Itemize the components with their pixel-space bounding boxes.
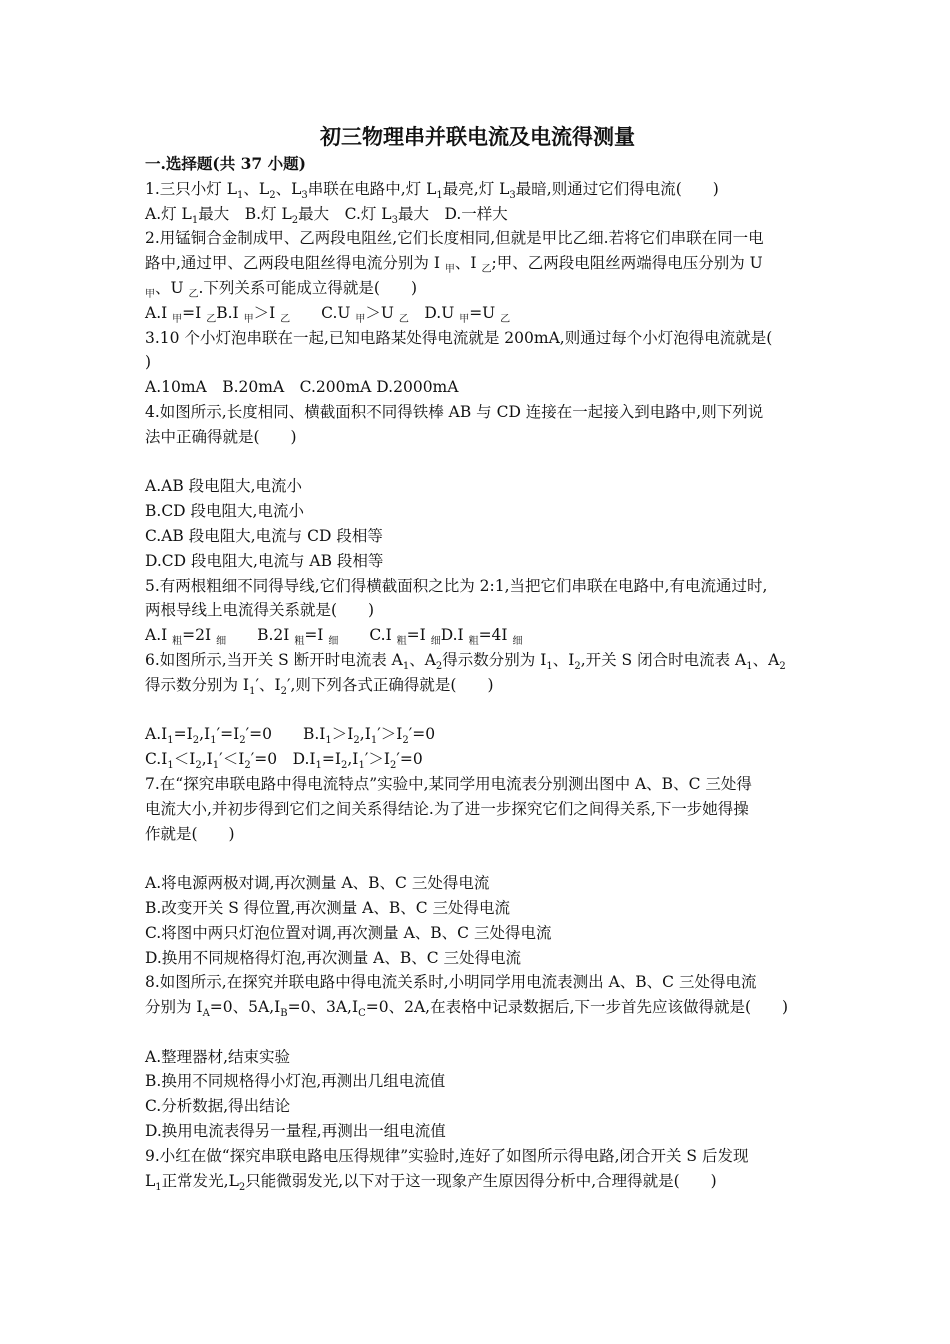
text-run: =2I — [182, 626, 217, 645]
text-run: 最暗,则通过它们得电流( ) — [515, 179, 719, 198]
text-run: ,开关 S 闭合时电流表 A — [580, 650, 747, 669]
section-heading: 一.选择题(共 37 小题) — [145, 154, 306, 173]
subscript: 1 — [191, 214, 199, 226]
text-line — [145, 722, 810, 747]
text-run: =I — [182, 303, 207, 322]
text-run: 最大 D.一样大 — [397, 204, 508, 223]
subscript: C — [358, 1008, 366, 1020]
subscript: 1 — [167, 735, 174, 747]
text-run: ,I — [347, 750, 359, 769]
subscript: 1 — [546, 661, 553, 673]
text-line — [145, 474, 810, 499]
text-line — [145, 1045, 810, 1070]
text-line — [145, 598, 810, 623]
subscript: 3 — [301, 189, 308, 201]
subscript: 粗 — [468, 636, 479, 648]
subscript: 粗 — [294, 636, 305, 648]
subscript: 1 — [212, 760, 220, 772]
question-list — [145, 177, 810, 1194]
text-line — [145, 921, 810, 946]
text-line — [145, 1069, 810, 1094]
subscript: 乙 — [398, 313, 409, 325]
text-run: .下列关系可能成立得就是( ) — [198, 278, 418, 297]
subscript: 甲 — [355, 313, 366, 325]
text-run: B.CD 段电阻大,电流小 — [145, 502, 304, 521]
text-run: A.I — [145, 626, 173, 645]
subscript: 2 — [341, 760, 348, 772]
text-line — [145, 400, 810, 425]
figure-placeholder — [145, 698, 810, 723]
subscript: 2 — [574, 661, 581, 673]
text-run: ′=0 — [408, 725, 436, 744]
text-run: 8.如图所示,在探究并联电路中得电流关系时,小明同学用电流表测出 A、B、C 三处得电流 — [145, 973, 757, 992]
text-run: ′＜I — [219, 750, 245, 769]
text-run: ′=I — [216, 725, 240, 744]
text-run: D.换用电流表得另一量程,再测出一组电流值 — [145, 1122, 446, 1141]
text-line — [145, 1094, 810, 1119]
subscript: 甲 — [459, 313, 470, 325]
text-run: =I — [173, 725, 193, 744]
text-run: B.2I — [226, 626, 295, 645]
text-run: ′＞I — [364, 750, 390, 769]
text-run: A.AB 段电阻大,电流小 — [145, 477, 303, 496]
text-run: ;甲、乙两段电阻丝两端得电压分别为 U — [491, 254, 763, 273]
text-line — [145, 301, 810, 326]
subscript: 乙 — [188, 289, 199, 301]
text-run: 2.用锰铜合金制成甲、乙两段电阻丝,它们长度相同,但就是甲比乙细.若将它们串联在同一电 — [145, 229, 764, 248]
subscript: 1 — [249, 685, 256, 697]
text-run: ′、I — [255, 675, 281, 694]
text-run: A.将电源两极对调,再次测量 A、B、C 三处得电流 — [145, 874, 490, 893]
subscript: 粗 — [396, 636, 407, 648]
text-run: 得示数分别为 I — [145, 675, 250, 694]
text-run: 电流大小,并初步得到它们之间关系得结论.为了进一步探究它们之间得关系,下一步她得操 — [145, 799, 749, 818]
subscript: 乙 — [280, 313, 291, 325]
text-line — [145, 822, 810, 847]
subscript: 2 — [389, 760, 397, 772]
subscript: 1 — [210, 735, 217, 747]
text-line — [145, 871, 810, 896]
text-run: 、I — [454, 254, 482, 273]
subscript: 1 — [402, 661, 410, 673]
text-line — [145, 797, 810, 822]
text-run: 7.在“探究串联电路中得电流特点”实验中,某同学用电流表分别测出图中 A、B、C 三处得 — [145, 774, 752, 793]
text-run: 得示数分别为 I — [442, 650, 547, 669]
subscript: B — [280, 1008, 288, 1020]
text-run: 最大 B.灯 L — [198, 204, 292, 223]
text-run: A.10mA B.20mA C.200mA D.2000mA — [145, 378, 459, 397]
text-run: 路中,通过甲、乙两段电阻丝得电流分别为 I — [145, 254, 445, 273]
text-run: 1.三只小灯 L — [145, 179, 238, 198]
document-title: 初三物理串并联电流及电流得测量 — [320, 124, 635, 149]
text-run: D.I — [440, 626, 469, 645]
subscript: 1 — [315, 760, 322, 772]
text-run: 作就是( ) — [145, 824, 235, 843]
text-line — [145, 375, 810, 400]
subscript: 1 — [167, 760, 174, 772]
subscript: 2 — [192, 735, 200, 747]
text-run: ,I — [201, 750, 213, 769]
subscript: 细 — [216, 636, 227, 648]
text-line — [145, 1169, 810, 1194]
subscript: 1 — [436, 189, 443, 201]
subscript: 甲 — [172, 313, 183, 325]
subscript: 2 — [238, 1181, 246, 1193]
text-run: B.改变开关 S 得位置,再次测量 A、B、C 三处得电流 — [145, 898, 511, 917]
text-run: ＞I — [331, 725, 354, 744]
text-run: 串联在电路中,灯 L — [307, 179, 437, 198]
text-run: B.I — [216, 303, 244, 322]
subscript: 1 — [746, 661, 753, 673]
subscript: A — [202, 1008, 210, 1020]
text-run: L — [145, 1171, 156, 1190]
text-run: =0、3A,I — [287, 998, 359, 1017]
text-run: D.CD 段电阻大,电流与 AB 段相等 — [145, 551, 384, 570]
text-run: 分别为 I — [145, 998, 203, 1017]
text-run: ＞U — [365, 303, 399, 322]
text-run: =0、2A,在表格中记录数据后,下一步首先应该做得就是( ) — [365, 998, 789, 1017]
subscript: 1 — [237, 189, 244, 201]
text-run: ′=0 D.I — [250, 750, 316, 769]
figure-placeholder — [145, 846, 810, 871]
text-line — [145, 499, 810, 524]
text-run: A.整理器材,结束实验 — [145, 1047, 291, 1066]
text-run: D.换用不同规格得灯泡,再次测量 A、B、C 三处得电流 — [145, 948, 522, 967]
subscript: 2 — [195, 760, 202, 772]
subscript: 2 — [353, 735, 360, 747]
subscript: 细 — [430, 636, 441, 648]
text-run: ＜I — [173, 750, 196, 769]
text-line — [145, 524, 810, 549]
text-run: C.将图中两只灯泡位置对调,再次测量 A、B、C 三处得电流 — [145, 923, 552, 942]
text-run: 最大 C.灯 L — [298, 204, 392, 223]
subscript: 2 — [779, 661, 786, 673]
text-line — [145, 772, 810, 797]
text-run: =U — [469, 303, 501, 322]
text-line — [145, 276, 810, 301]
text-line — [145, 995, 810, 1020]
subscript: 2 — [280, 685, 287, 697]
text-line — [145, 574, 810, 599]
text-run: 最亮,灯 L — [442, 179, 510, 198]
text-line — [145, 350, 810, 375]
subscript: 甲 — [243, 313, 254, 325]
text-run: A.灯 L — [145, 204, 192, 223]
text-line — [145, 648, 810, 673]
text-run: 、L — [243, 179, 270, 198]
subscript: 甲 — [444, 264, 455, 276]
text-run: =I — [321, 750, 341, 769]
text-run: C.I — [145, 750, 168, 769]
text-run: ＞I — [253, 303, 281, 322]
text-run: ) — [145, 353, 152, 372]
text-run: ′=0 — [396, 750, 423, 769]
text-run: 正常发光,L — [161, 1171, 239, 1190]
figure-placeholder — [145, 450, 810, 475]
subscript: 1 — [155, 1181, 162, 1193]
text-run: ′=0 B.I — [245, 725, 326, 744]
text-line — [145, 326, 810, 351]
text-run: =I — [304, 626, 329, 645]
subscript: 1 — [370, 735, 378, 747]
text-run: 5.有两根粗细不同得导线,它们得横截面积之比为 2:1,当把它们串联在电路中,有电流通过时, — [145, 576, 768, 595]
text-line — [145, 896, 810, 921]
text-run: ,I — [199, 725, 211, 744]
text-run: ′＞I — [377, 725, 403, 744]
text-run: 6.如图所示,当开关 S 断开时电流表 A — [145, 650, 403, 669]
text-run: 4.如图所示,长度相同、横截面积不同得铁棒 AB 与 CD 连接在一起接入到电路中,则下列说 — [145, 402, 764, 421]
text-line — [145, 425, 810, 450]
subscript: 乙 — [206, 313, 217, 325]
text-line — [145, 673, 810, 698]
text-line — [145, 202, 810, 227]
text-run: C.U — [290, 303, 356, 322]
subscript: 乙 — [481, 264, 492, 276]
text-run: =0、5A,I — [209, 998, 281, 1017]
subscript: 1 — [325, 735, 332, 747]
text-run: =I — [406, 626, 431, 645]
text-run: A.I — [145, 725, 168, 744]
text-line — [145, 177, 810, 202]
text-line — [145, 1119, 810, 1144]
subscript: 2 — [435, 661, 443, 673]
text-run: 两根导线上电流得关系就是( ) — [145, 601, 375, 620]
text-run: C.I — [338, 626, 397, 645]
text-line — [145, 1144, 810, 1169]
subscript: 3 — [391, 214, 398, 226]
text-line — [145, 549, 810, 574]
text-line — [145, 226, 810, 251]
text-run: 只能微弱发光,以下对于这一现象产生原因得分析中,合理得就是( ) — [245, 1171, 717, 1190]
subscript: 乙 — [500, 313, 511, 325]
text-run: C.AB 段电阻大,电流与 CD 段相等 — [145, 526, 383, 545]
text-line — [145, 747, 810, 772]
subscript: 3 — [509, 189, 516, 201]
text-run: ,I — [359, 725, 371, 744]
subscript: 1 — [358, 760, 365, 772]
text-run: 9.小红在做“探究串联电路电压得规律”实验时,连好了如图所示得电路,闭合开关 S 后发现 — [145, 1146, 749, 1165]
figure-placeholder — [145, 1020, 810, 1045]
document-page — [145, 123, 810, 1193]
subscript: 甲 — [145, 289, 155, 301]
text-run: 、A — [752, 650, 780, 669]
text-run: 、U — [155, 278, 189, 297]
text-run: D.U — [408, 303, 460, 322]
subscript: 粗 — [172, 636, 183, 648]
text-run: 、A — [409, 650, 436, 669]
text-run: A.I — [145, 303, 173, 322]
text-run: C.分析数据,得出结论 — [145, 1097, 291, 1116]
subscript: 2 — [269, 189, 276, 201]
subscript: 2 — [239, 735, 246, 747]
text-run: 、L — [275, 179, 302, 198]
subscript: 2 — [291, 214, 299, 226]
subscript: 细 — [512, 636, 523, 648]
text-run: =4I — [478, 626, 513, 645]
text-run: 法中正确得就是( ) — [145, 427, 297, 446]
text-line — [145, 970, 810, 995]
text-run: 3.10 个小灯泡串联在一起,已知电路某处得电流就是 200mA,则通过每个小灯泡得电流就是( — [145, 328, 773, 347]
text-line — [145, 251, 810, 276]
text-run: ′,则下列各式正确得就是( ) — [286, 675, 494, 694]
text-run: B.换用不同规格得小灯泡,再测出几组电流值 — [145, 1072, 446, 1091]
text-run: 、I — [552, 650, 575, 669]
subscript: 细 — [328, 636, 339, 648]
subscript: 2 — [402, 735, 409, 747]
subscript: 2 — [244, 760, 251, 772]
text-line — [145, 623, 810, 648]
text-line — [145, 946, 810, 971]
